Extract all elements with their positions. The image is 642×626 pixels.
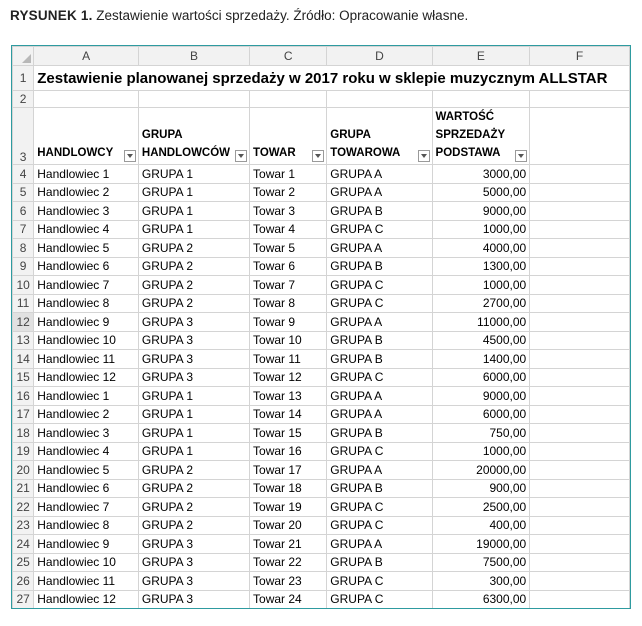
cell-grupa-towarowa[interactable]: GRUPA C [327, 276, 432, 295]
cell-towar[interactable]: Towar 15 [250, 424, 327, 443]
column-header-d[interactable]: D [327, 47, 432, 66]
cell-grupa-towarowa[interactable]: GRUPA A [327, 535, 432, 554]
cell[interactable] [530, 91, 630, 108]
cell-grupa-handlowcow[interactable]: GRUPA 3 [138, 572, 249, 591]
header-wartosc-sprzedazy-label: WARTOŚĆ SPRZEDAŻY PODSTAWA [435, 111, 505, 159]
table-row [13, 516, 630, 535]
cell-grupa-towarowa[interactable]: GRUPA A [327, 183, 432, 202]
cell-wartosc[interactable]: 750,00 [432, 424, 530, 443]
cell[interactable] [530, 535, 630, 554]
table-row [13, 424, 630, 443]
cell[interactable] [530, 442, 630, 461]
cell-grupa-handlowcow[interactable]: GRUPA 3 [138, 368, 249, 387]
row-header[interactable]: 23 [13, 516, 34, 535]
row-header[interactable]: 12 [13, 313, 34, 332]
cell-grupa-handlowcow[interactable]: GRUPA 3 [138, 535, 249, 554]
cell-grupa-handlowcow[interactable]: GRUPA 1 [138, 424, 249, 443]
cell-wartosc[interactable]: 9000,00 [432, 202, 530, 221]
cell[interactable] [530, 108, 630, 165]
cell-grupa-handlowcow[interactable]: GRUPA 2 [138, 461, 249, 480]
cell-handlowiec[interactable]: Handlowiec 5 [34, 239, 139, 258]
cell[interactable] [138, 91, 249, 108]
header-grupa-towarowa-label: GRUPA TOWAROWA [330, 129, 401, 159]
filter-dropdown-icon[interactable] [235, 150, 247, 162]
cell-grupa-handlowcow[interactable]: GRUPA 2 [138, 257, 249, 276]
spreadsheet [11, 45, 631, 609]
select-all-triangle-icon [22, 54, 31, 63]
header-grupa-towarowa[interactable] [327, 108, 432, 165]
row-header[interactable]: 1 [13, 66, 34, 91]
cell-grupa-handlowcow[interactable]: GRUPA 2 [138, 294, 249, 313]
cell-towar[interactable]: Towar 17 [250, 461, 327, 480]
table-row [13, 313, 630, 332]
row-header[interactable]: 15 [13, 368, 34, 387]
row-header[interactable]: 3 [13, 108, 34, 165]
cell-handlowiec[interactable]: Handlowiec 7 [34, 498, 139, 517]
cell-wartosc[interactable]: 19000,00 [432, 535, 530, 554]
cell-grupa-towarowa[interactable]: GRUPA A [327, 313, 432, 332]
table-row [13, 590, 630, 609]
row-header[interactable]: 25 [13, 553, 34, 572]
row-header[interactable]: 4 [13, 165, 34, 184]
table-row [13, 239, 630, 258]
table-row [13, 442, 630, 461]
cell-towar[interactable]: Towar 22 [250, 553, 327, 572]
cell[interactable] [432, 91, 530, 108]
row-header[interactable]: 2 [13, 91, 34, 108]
cell-wartosc[interactable]: 1000,00 [432, 220, 530, 239]
table-row [13, 405, 630, 424]
cell-grupa-handlowcow[interactable]: GRUPA 3 [138, 331, 249, 350]
table-row [13, 183, 630, 202]
header-wartosc-sprzedazy[interactable] [432, 108, 530, 165]
sheet-grid [12, 46, 630, 609]
cell-grupa-handlowcow[interactable]: GRUPA 2 [138, 498, 249, 517]
cell-towar[interactable]: Towar 18 [250, 479, 327, 498]
row-header[interactable]: 19 [13, 442, 34, 461]
cell-towar[interactable]: Towar 10 [250, 331, 327, 350]
cell-wartosc[interactable]: 1000,00 [432, 276, 530, 295]
cell-grupa-handlowcow[interactable]: GRUPA 2 [138, 276, 249, 295]
row-header[interactable]: 11 [13, 294, 34, 313]
caption-text: Zestawienie wartości sprzedaży. Źródło: Opracowanie własne. [96, 8, 469, 23]
cell[interactable] [530, 461, 630, 480]
row-header[interactable]: 26 [13, 572, 34, 591]
column-header-b[interactable]: B [138, 47, 249, 66]
cell-towar[interactable]: Towar 2 [250, 183, 327, 202]
row-header[interactable]: 20 [13, 461, 34, 480]
cell-grupa-handlowcow[interactable]: GRUPA 1 [138, 202, 249, 221]
row-header[interactable]: 10 [13, 276, 34, 295]
cell-handlowiec[interactable]: Handlowiec 5 [34, 461, 139, 480]
filter-dropdown-icon[interactable] [418, 150, 430, 162]
cell-towar[interactable]: Towar 6 [250, 257, 327, 276]
cell-handlowiec[interactable]: Handlowiec 8 [34, 294, 139, 313]
cell-grupa-towarowa[interactable]: GRUPA C [327, 294, 432, 313]
cell-handlowiec[interactable]: Handlowiec 12 [34, 368, 139, 387]
cell[interactable] [530, 368, 630, 387]
cell[interactable] [530, 313, 630, 332]
row-header[interactable]: 13 [13, 331, 34, 350]
cell-wartosc[interactable]: 6000,00 [432, 405, 530, 424]
filter-dropdown-icon[interactable] [312, 150, 324, 162]
cell-handlowiec[interactable]: Handlowiec 10 [34, 553, 139, 572]
cell-towar[interactable]: Towar 7 [250, 276, 327, 295]
header-grupa-handlowcow-label: GRUPA HANDLOWCÓW [141, 129, 231, 159]
cell-wartosc[interactable]: 6300,00 [432, 590, 530, 609]
cell[interactable] [34, 91, 139, 108]
cell[interactable] [530, 350, 630, 369]
cell-grupa-towarowa[interactable]: GRUPA B [327, 479, 432, 498]
cell-wartosc[interactable]: 400,00 [432, 516, 530, 535]
table-row [13, 498, 630, 517]
row-header[interactable]: 14 [13, 350, 34, 369]
cell-wartosc[interactable]: 4000,00 [432, 239, 530, 258]
cell-towar[interactable]: Towar 3 [250, 202, 327, 221]
table-row [13, 572, 630, 591]
header-towar[interactable] [250, 108, 327, 165]
cell-towar[interactable]: Towar 12 [250, 368, 327, 387]
cell-towar[interactable]: Towar 5 [250, 239, 327, 258]
column-header-e[interactable]: E [432, 47, 530, 66]
cell-grupa-towarowa[interactable]: GRUPA A [327, 405, 432, 424]
cell-wartosc[interactable]: 1400,00 [432, 350, 530, 369]
column-header-f[interactable]: F [530, 47, 630, 66]
cell-wartosc[interactable]: 300,00 [432, 572, 530, 591]
cell-grupa-towarowa[interactable]: GRUPA C [327, 590, 432, 609]
sheet-title[interactable]: Zestawienie planowanej sprzedaży w 2017 roku w sklepie muzycznym ALLSTAR [34, 66, 630, 91]
cell-wartosc[interactable]: 4500,00 [432, 331, 530, 350]
cell-handlowiec[interactable]: Handlowiec 6 [34, 479, 139, 498]
cell-grupa-towarowa[interactable]: GRUPA C [327, 516, 432, 535]
cell-wartosc[interactable]: 2500,00 [432, 498, 530, 517]
header-grupa-handlowcow[interactable] [138, 108, 249, 165]
cell[interactable] [530, 276, 630, 295]
cell-wartosc[interactable]: 7500,00 [432, 553, 530, 572]
table-row [13, 350, 630, 369]
cell[interactable] [530, 479, 630, 498]
table-row [13, 387, 630, 406]
row-header[interactable]: 17 [13, 405, 34, 424]
cell-towar[interactable]: Towar 11 [250, 350, 327, 369]
cell[interactable] [530, 220, 630, 239]
cell-grupa-towarowa[interactable]: GRUPA C [327, 442, 432, 461]
figure-caption [10, 8, 468, 23]
column-header-a[interactable]: A [34, 47, 139, 66]
cell-grupa-handlowcow[interactable]: GRUPA 3 [138, 590, 249, 609]
cell-towar[interactable]: Towar 19 [250, 498, 327, 517]
row-header[interactable]: 22 [13, 498, 34, 517]
cell-grupa-handlowcow[interactable]: GRUPA 1 [138, 220, 249, 239]
cell-towar[interactable]: Towar 23 [250, 572, 327, 591]
row-header[interactable]: 7 [13, 220, 34, 239]
cell[interactable] [250, 91, 327, 108]
table-row [13, 165, 630, 184]
cell[interactable] [530, 498, 630, 517]
cell-handlowiec[interactable]: Handlowiec 6 [34, 257, 139, 276]
cell-grupa-handlowcow[interactable]: GRUPA 1 [138, 405, 249, 424]
cell-grupa-towarowa[interactable]: GRUPA C [327, 220, 432, 239]
header-handlowcy[interactable] [34, 108, 139, 165]
cell-handlowiec[interactable]: Handlowiec 2 [34, 183, 139, 202]
cell-wartosc[interactable]: 6000,00 [432, 368, 530, 387]
caption-label: RYSUNEK 1. [10, 8, 93, 23]
cell-wartosc[interactable]: 900,00 [432, 479, 530, 498]
cell-grupa-towarowa[interactable]: GRUPA B [327, 553, 432, 572]
table-row [13, 202, 630, 221]
filter-dropdown-icon[interactable] [124, 150, 136, 162]
table-row [13, 461, 630, 480]
cell-grupa-handlowcow[interactable]: GRUPA 1 [138, 183, 249, 202]
filter-dropdown-icon[interactable] [515, 150, 527, 162]
cell-handlowiec[interactable]: Handlowiec 11 [34, 572, 139, 591]
row-header[interactable]: 21 [13, 479, 34, 498]
cell-grupa-handlowcow[interactable]: GRUPA 1 [138, 442, 249, 461]
cell-wartosc[interactable]: 3000,00 [432, 165, 530, 184]
select-all-corner[interactable] [13, 47, 34, 66]
cell[interactable] [530, 387, 630, 406]
cell-grupa-handlowcow[interactable]: GRUPA 3 [138, 553, 249, 572]
cell-grupa-towarowa[interactable]: GRUPA C [327, 368, 432, 387]
cell-handlowiec[interactable]: Handlowiec 8 [34, 516, 139, 535]
row-header[interactable]: 24 [13, 535, 34, 554]
cell-grupa-towarowa[interactable]: GRUPA C [327, 498, 432, 517]
cell-grupa-handlowcow[interactable]: GRUPA 3 [138, 350, 249, 369]
cell-handlowiec[interactable]: Handlowiec 4 [34, 220, 139, 239]
table-row [13, 331, 630, 350]
cell[interactable] [530, 590, 630, 609]
cell-wartosc[interactable]: 1300,00 [432, 257, 530, 276]
cell-handlowiec[interactable]: Handlowiec 1 [34, 387, 139, 406]
cell-handlowiec[interactable]: Handlowiec 10 [34, 331, 139, 350]
cell-grupa-handlowcow[interactable]: GRUPA 1 [138, 165, 249, 184]
cell-towar[interactable]: Towar 13 [250, 387, 327, 406]
table-row [13, 535, 630, 554]
cell[interactable] [530, 405, 630, 424]
cell[interactable] [530, 294, 630, 313]
table-row [13, 257, 630, 276]
table-row [13, 553, 630, 572]
row-header[interactable]: 6 [13, 202, 34, 221]
table-row [13, 294, 630, 313]
table-row [13, 368, 630, 387]
cell-grupa-towarowa[interactable]: GRUPA B [327, 331, 432, 350]
cell-handlowiec[interactable]: Handlowiec 11 [34, 350, 139, 369]
cell-towar[interactable]: Towar 16 [250, 442, 327, 461]
cell-towar[interactable]: Towar 24 [250, 590, 327, 609]
cell-handlowiec[interactable]: Handlowiec 12 [34, 590, 139, 609]
column-header-c[interactable]: C [250, 47, 327, 66]
cell[interactable] [530, 202, 630, 221]
cell-towar[interactable]: Towar 9 [250, 313, 327, 332]
cell-grupa-towarowa[interactable]: GRUPA A [327, 239, 432, 258]
cell-wartosc[interactable]: 1000,00 [432, 442, 530, 461]
cell-handlowiec[interactable]: Handlowiec 4 [34, 442, 139, 461]
cell[interactable] [530, 331, 630, 350]
cell-handlowiec[interactable]: Handlowiec 3 [34, 424, 139, 443]
cell[interactable] [530, 165, 630, 184]
cell-handlowiec[interactable]: Handlowiec 7 [34, 276, 139, 295]
cell-grupa-handlowcow[interactable]: GRUPA 2 [138, 516, 249, 535]
cell-handlowiec[interactable]: Handlowiec 2 [34, 405, 139, 424]
cell[interactable] [530, 257, 630, 276]
row-header[interactable]: 8 [13, 239, 34, 258]
cell-grupa-towarowa[interactable]: GRUPA B [327, 350, 432, 369]
table-row [13, 479, 630, 498]
cell-grupa-towarowa[interactable]: GRUPA B [327, 424, 432, 443]
cell[interactable] [530, 183, 630, 202]
cell-wartosc[interactable]: 11000,00 [432, 313, 530, 332]
cell-grupa-towarowa[interactable]: GRUPA A [327, 387, 432, 406]
cell[interactable] [530, 516, 630, 535]
cell-handlowiec[interactable]: Handlowiec 1 [34, 165, 139, 184]
row-header[interactable]: 16 [13, 387, 34, 406]
cell-wartosc[interactable]: 5000,00 [432, 183, 530, 202]
cell-grupa-towarowa[interactable]: GRUPA B [327, 257, 432, 276]
row-header[interactable]: 27 [13, 590, 34, 609]
row-header[interactable]: 5 [13, 183, 34, 202]
cell-grupa-towarowa[interactable]: GRUPA A [327, 165, 432, 184]
cell-grupa-towarowa[interactable]: GRUPA C [327, 572, 432, 591]
cell-grupa-handlowcow[interactable]: GRUPA 2 [138, 479, 249, 498]
cell[interactable] [530, 239, 630, 258]
table-row [13, 220, 630, 239]
cell-grupa-towarowa[interactable]: GRUPA A [327, 461, 432, 480]
cell-wartosc[interactable]: 9000,00 [432, 387, 530, 406]
cell-wartosc[interactable]: 2700,00 [432, 294, 530, 313]
cell-handlowiec[interactable]: Handlowiec 3 [34, 202, 139, 221]
cell-towar[interactable]: Towar 21 [250, 535, 327, 554]
cell-grupa-handlowcow[interactable]: GRUPA 1 [138, 387, 249, 406]
cell[interactable] [530, 424, 630, 443]
cell-towar[interactable]: Towar 20 [250, 516, 327, 535]
cell-wartosc[interactable]: 20000,00 [432, 461, 530, 480]
cell-towar[interactable]: Towar 4 [250, 220, 327, 239]
cell-grupa-towarowa[interactable]: GRUPA B [327, 202, 432, 221]
row-header[interactable]: 18 [13, 424, 34, 443]
table-row [13, 276, 630, 295]
cell-handlowiec[interactable]: Handlowiec 9 [34, 313, 139, 332]
cell-grupa-handlowcow[interactable]: GRUPA 3 [138, 313, 249, 332]
cell-towar[interactable]: Towar 8 [250, 294, 327, 313]
cell-towar[interactable]: Towar 1 [250, 165, 327, 184]
cell-handlowiec[interactable]: Handlowiec 9 [34, 535, 139, 554]
cell[interactable] [327, 91, 432, 108]
cell-towar[interactable]: Towar 14 [250, 405, 327, 424]
header-towar-label: TOWAR [253, 147, 296, 159]
cell[interactable] [530, 572, 630, 591]
cell[interactable] [530, 553, 630, 572]
row-header[interactable]: 9 [13, 257, 34, 276]
header-handlowcy-label: HANDLOWCY [37, 147, 114, 159]
cell-grupa-handlowcow[interactable]: GRUPA 2 [138, 239, 249, 258]
